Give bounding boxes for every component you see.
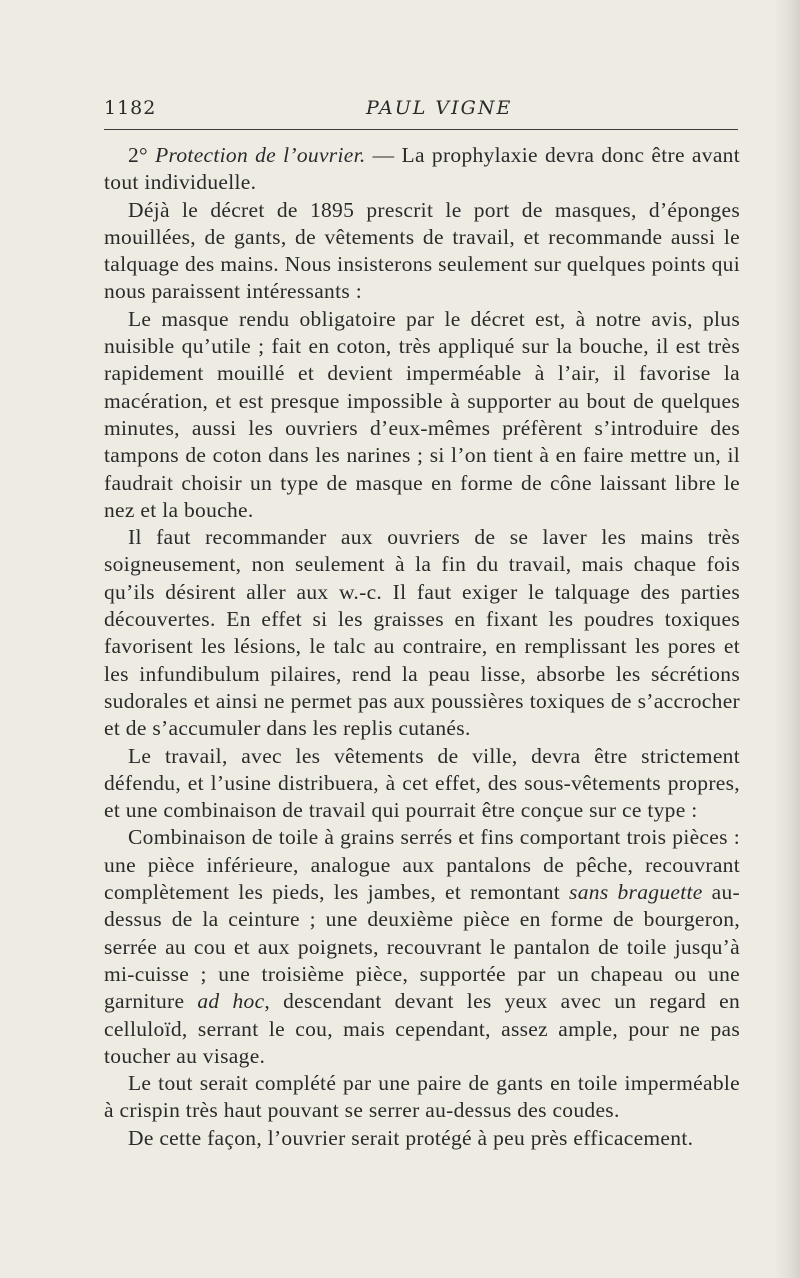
paragraph-masque: Le masque rendu obligatoire par le décret est, à notre avis, plus nuisible qu’utile ; fait en coton, très appliqué sur la bouche, il est très rapidement mouillé et devient imperméable à l’air, il favorise la macération, et est presque impossible à supporter au bout de quelques minutes, aussi les ouvriers d’eux-mêmes préfèrent s’introduire des tampons de coton dans les narines ; si l’on tient à en faire mettre un, il faudrait choisir un type de masque en forme de cône laissant libre le nez et la bouche. [104, 306, 740, 522]
paragraph-text: , descendant devant les yeux avec un regard en celluloïd, serrant le cou, mais cependant, assez ample, pour ne pas toucher au visage. [104, 989, 741, 1068]
body-text [104, 142, 740, 1152]
italic-term-sans-braguette: sans braguette [569, 880, 703, 905]
page-number: 1182 [104, 97, 157, 119]
section-number: 2° [128, 143, 148, 167]
paragraph-vetements-travail: Le travail, avec les vêtements de ville, devra être strictement défendu, et l’usine distribuera, à cet effet, des sous-vêtements propres, et une combinaison de travail qui pourrait être conçue sur ce type : [104, 743, 740, 823]
italic-term-ad-hoc: ad hoc [197, 989, 265, 1014]
paragraph-text: au-dessus de la ceinture ; une deuxième pièce en forme de bourgeron, serrée au cou et aux poignets, recouvrant le pantalon de toile jusqu’à mi-cuisse ; une troisième pièce, supportée par un chapeau ou une garniture [104, 880, 740, 1014]
paragraph-gants: Le tout serait complété par une paire de gants en toile imperméable à crispin très haut pouvant se serrer au-dessus des coudes. [104, 1071, 740, 1123]
paragraph-conclusion: De cette façon, l’ouvrier serait protégé à peu près efficacement. [128, 1125, 694, 1150]
section-title: Protection de l’ouvrier. [155, 143, 366, 167]
header-rule [104, 129, 738, 130]
page-edge-shadow [774, 0, 800, 1278]
paragraph-protection-ouvrier [104, 142, 740, 197]
page-header [104, 97, 738, 123]
running-head: PAUL VIGNE [366, 97, 513, 119]
paragraph-decret-1895: Déjà le décret de 1895 prescrit le port de masques, d’éponges mouillées, de gants, de vêtements de travail, et recommande aussi le talquage des mains. Nous insisterons seulement sur quelques points qui nous paraissent intéressants : [104, 197, 740, 304]
paragraph-text: Combinaison de toile à grains serrés et fins comportant trois pièces : une pièce inférieure, analogue aux pantalons de pêche, recouvrant complètement les pieds, les jambes, et remontant [104, 825, 740, 905]
paragraph-text: — La prophylaxie devra donc être avant tout individuelle. [104, 143, 740, 195]
paragraph-lavage-mains: Il faut recommander aux ouvriers de se laver les mains très soigneusement, non seulement à la fin du travail, mais chaque fois qu’ils désirent aller aux w.-c. Il faut exiger le talquage des parties découvertes. En effet si les graisses en fixant les poudres toxiques favorisent les lésions, le talc au contraire, en remplissant les pores et les infundibulum pilaires, rend la peau lisse, absorbe les sécrétions sudorales et ainsi ne permet pas aux poussières toxiques de s’accrocher et de s’accumuler dans les replis cutanés. [104, 525, 740, 741]
paragraph-combinaison [104, 824, 740, 1070]
